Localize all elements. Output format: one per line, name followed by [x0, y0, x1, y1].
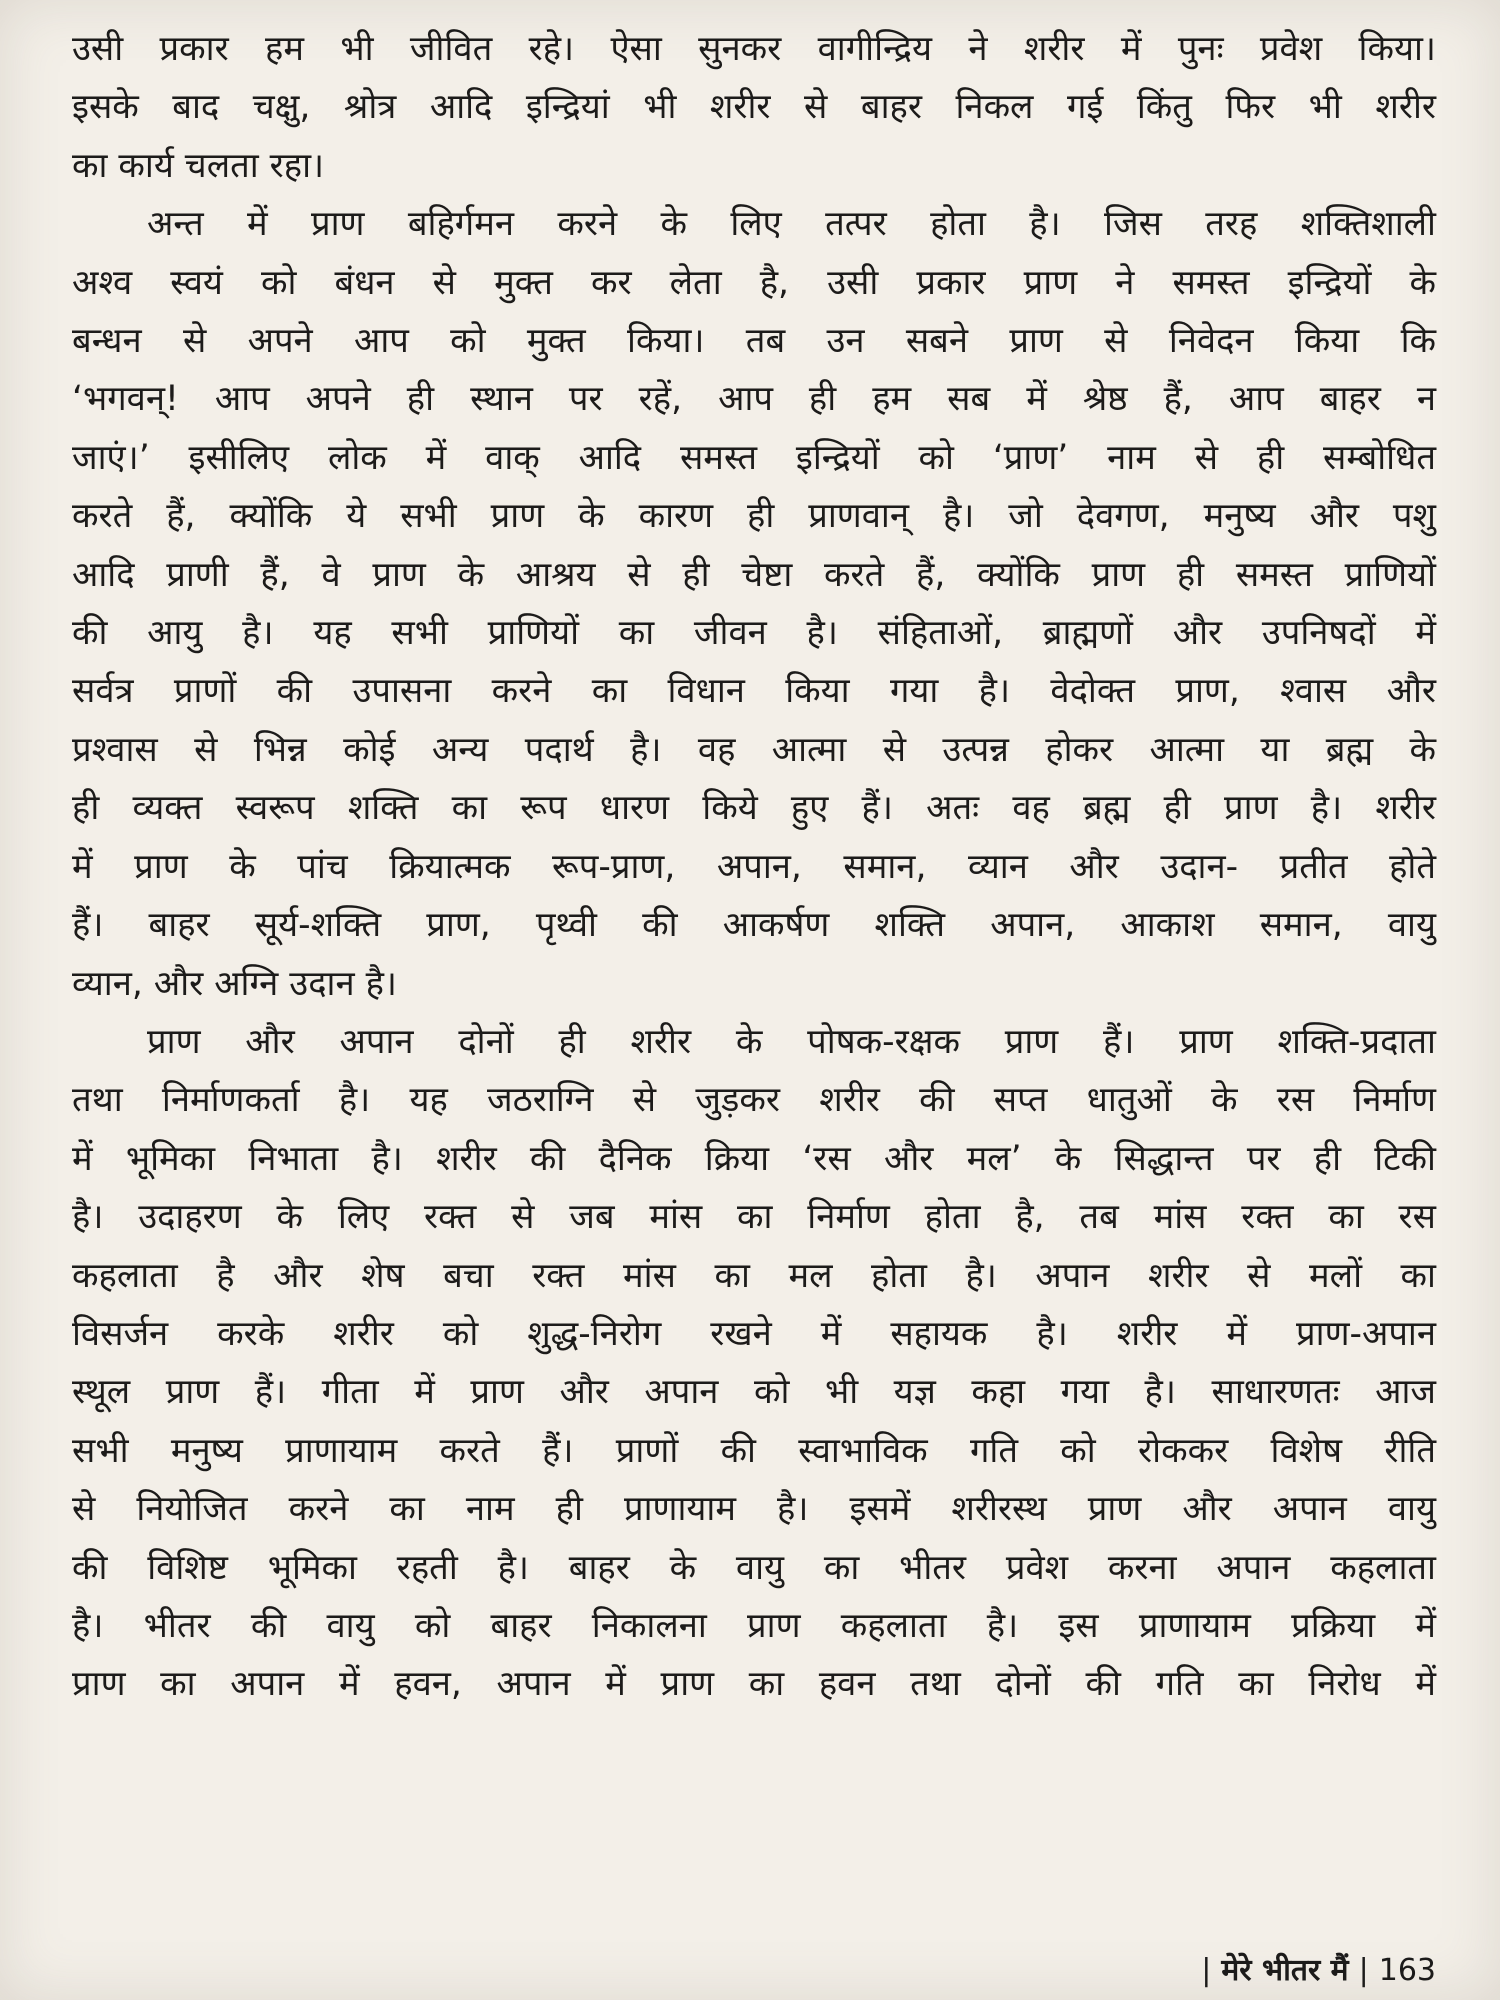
text-line: का कार्य चलता रहा।	[72, 145, 325, 186]
text-line: में भूमिका निभाता है। शरीर की दैनिक क्रिया ‘रस और मल’ के सिद्धान्त पर ही टिकी	[72, 1138, 1436, 1179]
text-line: है। उदाहरण के लिए रक्त से जब मांस का निर्माण होता है, तब मांस रक्त का रस	[72, 1197, 1436, 1238]
footer-separator-left: |	[1201, 1953, 1212, 1988]
footer-separator-right: |	[1358, 1953, 1369, 1988]
running-title: मेरे भीतर मैं	[1221, 1953, 1349, 1988]
text-line: बन्धन से अपने आप को मुक्त किया। तब उन सबने प्राण से निवेदन किया कि	[72, 321, 1436, 362]
text-line: की आयु है। यह सभी प्राणियों का जीवन है। संहिताओं, ब्राह्मणों और उपनिषदों में	[72, 613, 1436, 654]
text-line: अन्त में प्राण बहिर्गमन करने के लिए तत्पर होता है। जिस तरह शक्तिशाली	[147, 204, 1436, 245]
page-number: 163	[1378, 1953, 1436, 1988]
text-line: आदि प्राणी हैं, वे प्राण के आश्रय से ही चेष्टा करते हैं, क्योंकि प्राण ही समस्त प्राणियों	[72, 554, 1436, 595]
paragraph	[72, 1013, 1436, 1714]
text-line: है। भीतर की वायु को बाहर निकालना प्राण कहलाता है। इस प्राणायाम प्रक्रिया में	[72, 1605, 1436, 1646]
text-line: उसी प्रकार हम भी जीवित रहे। ऐसा सुनकर वागीन्द्रिय ने शरीर में पुनः प्रवेश किया।	[72, 29, 1436, 69]
text-line: सर्वत्र प्राणों की उपासना करने का विधान किया गया है। वेदोक्त प्राण, श्वास और	[72, 671, 1436, 712]
text-line: में प्राण के पांच क्रियात्मक रूप-प्राण, अपान, समान, व्यान और उदान- प्रतीत होते	[72, 846, 1436, 887]
text-line: की विशिष्ट भूमिका रहती है। बाहर के वायु का भीतर प्रवेश करना अपान कहलाता	[72, 1547, 1436, 1588]
text-line: तथा निर्माणकर्ता है। यह जठराग्नि से जुड़कर शरीर की सप्त धातुओं के रस निर्माण	[72, 1080, 1436, 1121]
text-line: स्थूल प्राण हैं। गीता में प्राण और अपान को भी यज्ञ कहा गया है। साधारणतः आज	[72, 1372, 1436, 1413]
text-line: प्राण और अपान दोनों ही शरीर के पोषक-रक्षक प्राण हैं। प्राण शक्ति-प्रदाता	[147, 1021, 1436, 1062]
paragraph	[72, 195, 1436, 1013]
page-footer	[1191, 1948, 1436, 1989]
text-line: व्यान, और अग्नि उदान है।	[72, 963, 397, 1004]
text-line: अश्व स्वयं को बंधन से मुक्त कर लेता है, उसी प्रकार प्राण ने समस्त इन्द्रियों के	[72, 262, 1436, 303]
text-line: करते हैं, क्योंकि ये सभी प्राण के कारण ही प्राणवान् है। जो देवगण, मनुष्य और पशु	[72, 496, 1436, 537]
text-line: से नियोजित करने का नाम ही प्राणायाम है। इसमें शरीरस्थ प्राण और अपान वायु	[72, 1489, 1436, 1530]
text-line: ‘भगवन्! आप अपने ही स्थान पर रहें, आप ही हम सब में श्रेष्ठ हैं, आप बाहर न	[72, 379, 1436, 420]
text-line: ही व्यक्त स्वरूप शक्ति का रूप धारण किये हुए हैं। अतः वह ब्रह्म ही प्राण है। शरीर	[72, 788, 1436, 829]
text-line: प्रश्वास से भिन्न कोई अन्य पदार्थ है। वह आत्मा से उत्पन्न होकर आत्मा या ब्रह्म के	[72, 729, 1436, 770]
text-line: प्राण का अपान में हवन, अपान में प्राण का हवन तथा दोनों की गति का निरोध में	[72, 1664, 1436, 1705]
paragraph	[72, 20, 1436, 195]
text-line: इसके बाद चक्षु, श्रोत्र आदि इन्द्रियां भी शरीर से बाहर निकल गई किंतु फिर भी शरीर	[72, 87, 1436, 128]
text-line: सभी मनुष्य प्राणायाम करते हैं। प्राणों की स्वाभाविक गति को रोककर विशेष रीति	[72, 1430, 1436, 1471]
body-text	[72, 20, 1436, 1714]
text-line: कहलाता है और शेष बचा रक्त मांस का मल होता है। अपान शरीर से मलों का	[72, 1255, 1436, 1296]
text-line: हैं। बाहर सूर्य-शक्ति प्राण, पृथ्वी की आकर्षण शक्ति अपान, आकाश समान, वायु	[72, 905, 1436, 946]
text-line: जाएं।’ इसीलिए लोक में वाक् आदि समस्त इन्द्रियों को ‘प्राण’ नाम से ही सम्बोधित	[72, 437, 1436, 478]
text-line: विसर्जन करके शरीर को शुद्ध-निरोग रखने में सहायक है। शरीर में प्राण-अपान	[72, 1313, 1436, 1354]
